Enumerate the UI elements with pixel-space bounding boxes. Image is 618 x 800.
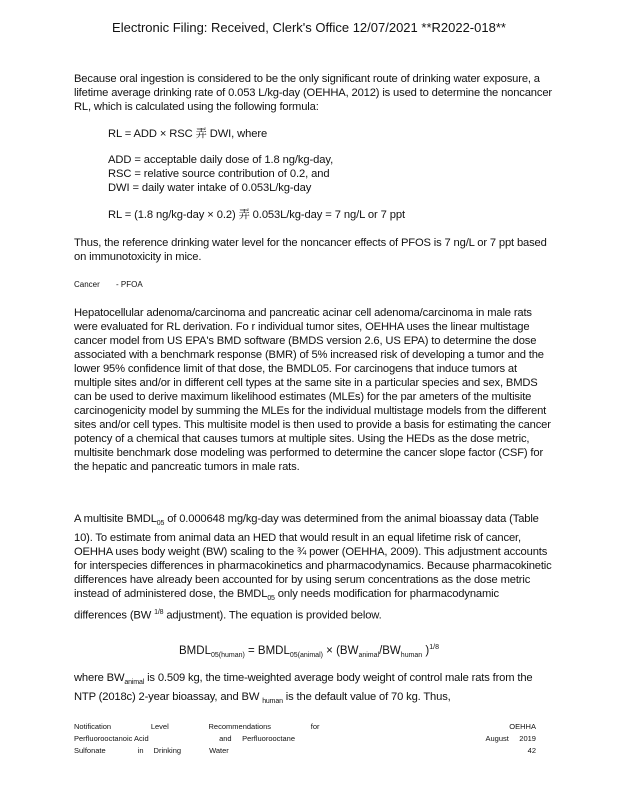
paragraph-intake-rate: Because oral ingestion is considered to be the only significant route of drinking water exposure, a lifetime average drinking rate of 0.053 L/kg-day (OEHHA, 2012) is used to determine the noncancer RL, which is calculated using the following formula: (74, 73, 552, 113)
footer-row-1: Notification Level Recommendations for OEHHA (74, 722, 536, 731)
paragraph-multisite-model: Hepatocellular adenoma/carcinoma and pancreatic acinar cell adenoma/carcinoma in male rats were evaluated for RL derivation. Fo r individual tumor sites, OEHHA uses the linear multistage cancer model from US EPA's BMD software (BMDS version 2.6, US EPA) to determine the dose associated with a benchmark response (BMR) of 5% increased risk of developing a tumor and the lower 95% confidence limit of that dose, the BMDL05. For carcinogens that induce tumors at multiple sites and/or in different cell types at the same site in a particular species and sex, BMDS can be used to derive maximum likelihood estimates (MLEs) for the par ameters of the multisite carcinogenicity model by summing the MLEs for the individual multistage models from the different sites and/or cell types. This multisite model is then used to provide a basis for estimating the cancer potency of a chemical that causes tumors at multiple sites. Using the HEDs as the dose metric, multisite benchmark dose modeling was performed to determine the cancer slope factor (CSF) for the hepatic and pancreatic tumors in male rats. (74, 307, 551, 473)
equation-bmdl-human: $BMDL_{05(human)}$ = $BMDL_{05(animal)} \times (BW_{animal}/BW_{human}$ )$^{1/8}$ (179, 644, 439, 660)
page-footer (74, 721, 536, 757)
definition-dwi: DWI = daily water intake of 0.053L/kg-day (108, 182, 312, 194)
footer-row-3: Sulfonate in Drinking Water 42 (74, 746, 536, 755)
filing-header: Electronic Filing: Received, Clerk's Office 12/07/2021 **R2022-018** (112, 20, 506, 35)
definition-rsc: RSC = relative source contribution of 0.2, and (108, 168, 330, 180)
formula-rl: RL = ADD × RSC 弄 DWI, where (108, 128, 268, 140)
definition-add: ADD = acceptable daily dose of 1.8 ng/kg-day, (108, 154, 334, 166)
paragraph-body-weight: where $BW_{animal}$ is 0.509 kg, the time-weighted average body weight of control male rats from the NTP (2018c) 2-year bioassay, and BW $_{human}$ is the default value of 70 kg. Thus, (74, 672, 533, 706)
paragraph-bmdl: A multisite $BMDL_{05}$ of 0.000648 mg/kg-day was determined from the animal bioassay data (Table 10). To estimate from animal data an HED that would result in an equal lifetime risk of cancer, OEHHA uses body weight (BW) scaling to the ¾ power (OEHHA, 2009). This adjustment accounts for interspecies differences in pharmacokinetics and pharmacodynamics. Because pharmacokinetic differences have already been accounted for by using serum concentrations as the dose metric instead of administered dose, the $BMDL_{05}$ only needs modification for pharmacodynamic differences (BW $^{1/8}$ adjustment). The equation is provided below. (74, 513, 552, 623)
footer-row-2: Perfluorooctanoic Acid and Perfluorooctane August 2019 (74, 734, 536, 743)
subheading-pfoa-label: - PFOA (116, 280, 143, 289)
subheading-cancer (74, 280, 143, 289)
subheading-cancer-label: Cancer (74, 280, 100, 289)
formula-calculation: RL = (1.8 ng/kg-day × 0.2) 弄 0.053L/kg-day = 7 ng/L or 7 ppt (108, 209, 405, 221)
paragraph-pfos-result: Thus, the reference drinking water level for the noncancer effects of PFOS is 7 ng/L or 7 ppt based on immunotoxicity in mice. (74, 237, 547, 263)
